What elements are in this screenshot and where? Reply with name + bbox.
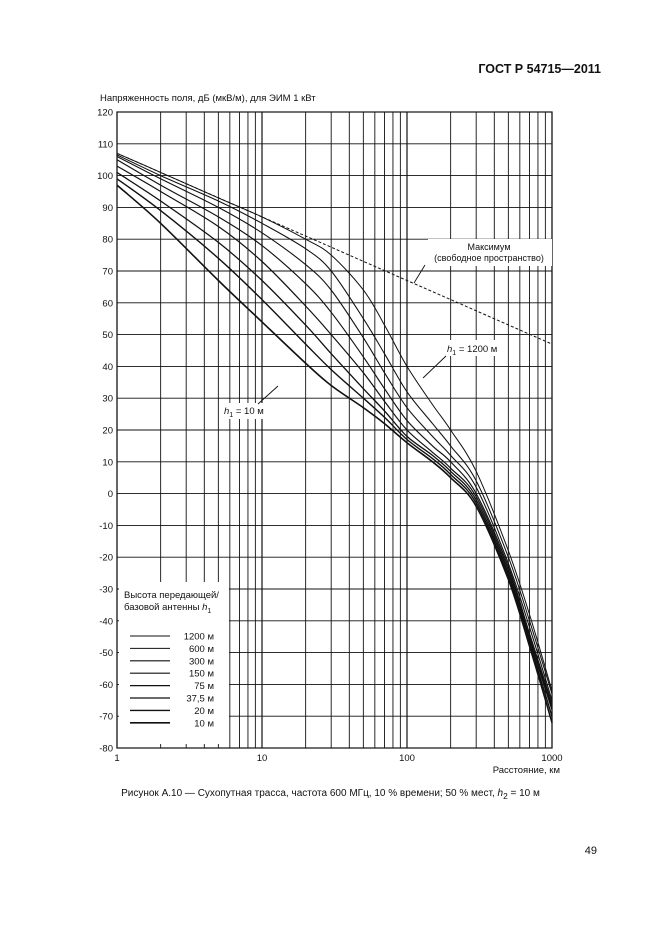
y-tick-label: 120 bbox=[97, 107, 113, 119]
y-tick-label: -70 bbox=[99, 711, 113, 723]
x-tick-label: 100 bbox=[399, 753, 415, 764]
legend-label: 10 м bbox=[194, 718, 214, 730]
y-tick-label: -20 bbox=[99, 552, 113, 564]
y-tick-labels bbox=[97, 108, 113, 755]
y-tick-label: 110 bbox=[97, 139, 113, 151]
annotation-h1-low-sub: 1 bbox=[229, 412, 234, 419]
y-tick-label: -60 bbox=[99, 679, 113, 691]
annotation-h1-low-value: = 10 м bbox=[233, 406, 264, 417]
legend-title-line1: Высота передающей/ bbox=[124, 590, 219, 601]
annotation-h1-high-symbol: h bbox=[447, 344, 453, 355]
y-tick-label: -50 bbox=[99, 648, 113, 660]
y-tick-label: 70 bbox=[102, 266, 113, 278]
y-tick-label: 90 bbox=[102, 202, 113, 214]
caption-prefix: Рисунок А.10 — Сухопутная трасса, частота 600 МГц, 10 % времени; 50 % мест, bbox=[121, 788, 498, 799]
legend-label: 75 м bbox=[194, 681, 214, 693]
caption-h2-symbol: h bbox=[497, 788, 504, 799]
annotation-max-subtitle: (свободное пространство) bbox=[434, 253, 544, 263]
x-tick-label: 10 bbox=[256, 753, 268, 764]
annotation-max-pointer bbox=[414, 265, 425, 283]
y-tick-label: -80 bbox=[99, 743, 113, 755]
annotation-h1-low-symbol: h bbox=[224, 406, 230, 417]
y-tick-label: 0 bbox=[107, 489, 113, 501]
y-tick-label: 100 bbox=[97, 171, 113, 183]
y-tick-label: 30 bbox=[102, 393, 113, 405]
y-tick-label: 40 bbox=[102, 361, 113, 373]
annotation-h1-high-sub: 1 bbox=[452, 350, 457, 357]
legend-label: 300 м bbox=[188, 656, 214, 668]
x-tick-label: 1000 bbox=[541, 753, 563, 764]
y-axis-label: Напряженность поля, дБ (мкВ/м), для ЭИМ 1 кВт bbox=[100, 93, 316, 104]
x-tick-labels bbox=[114, 753, 562, 764]
legend-label: 1200 м bbox=[183, 631, 214, 643]
y-tick-label: -10 bbox=[99, 520, 113, 532]
y-tick-label: 20 bbox=[102, 425, 113, 437]
caption-h2-sub: 2 bbox=[503, 791, 508, 801]
y-tick-label: -40 bbox=[99, 616, 113, 628]
y-tick-label: 60 bbox=[102, 298, 113, 310]
annotation-h1-high-pointer bbox=[423, 356, 446, 378]
document-header: ГОСТ Р 54715—2011 bbox=[478, 62, 601, 76]
page-number: 49 bbox=[584, 845, 597, 857]
legend-label: 37,5 м bbox=[186, 693, 214, 705]
legend-label: 20 м bbox=[194, 705, 214, 717]
y-tick-label: 80 bbox=[102, 234, 113, 246]
legend-title-symbol: h bbox=[202, 602, 208, 613]
figure-caption bbox=[0, 788, 661, 801]
annotation-h1-low-pointer bbox=[258, 386, 278, 404]
y-tick-label: 50 bbox=[102, 330, 113, 342]
y-tick-label: 10 bbox=[102, 457, 113, 469]
annotation-h1-high-value: = 1200 м bbox=[456, 344, 498, 355]
legend-title-prefix: базовой антенны bbox=[124, 602, 203, 613]
legend-label: 150 м bbox=[188, 668, 214, 680]
annotation-max-title: Максимум bbox=[467, 242, 511, 252]
y-tick-label: -30 bbox=[99, 584, 113, 596]
x-axis-label: Расстояние, км bbox=[492, 765, 560, 776]
legend-label: 600 м bbox=[188, 643, 214, 655]
legend-title-sub: 1 bbox=[207, 608, 212, 615]
x-tick-label: 1 bbox=[114, 753, 120, 764]
caption-suffix: = 10 м bbox=[507, 788, 540, 799]
